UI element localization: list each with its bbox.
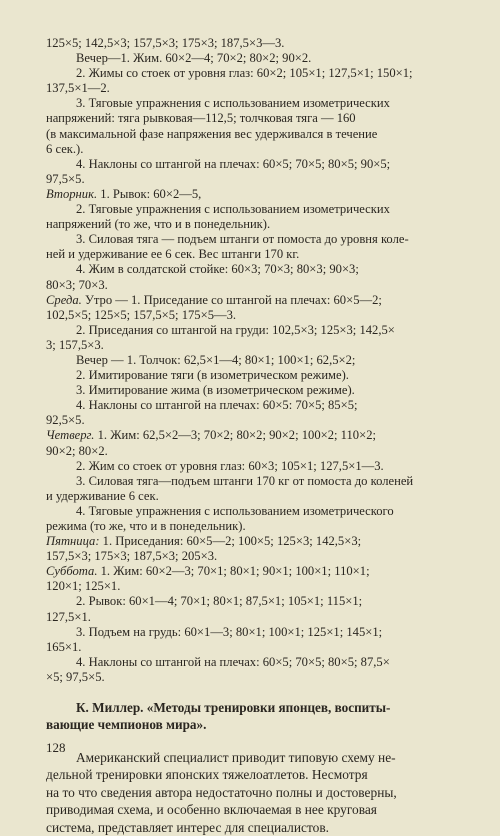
- line-text: 3. Силовая тяга — подъем штанги от помоста до уровня коле-: [76, 232, 409, 247]
- line-text: 127,5×1.: [46, 609, 91, 624]
- text-line: [46, 519, 468, 534]
- line-text: 3. Силовая тяга—подъем штанги 170 кг от помоста до коленей: [76, 473, 414, 488]
- text-line: [46, 564, 468, 579]
- line-text: 2. Жим со стоек от уровня глаз: 60×3; 105×1; 127,5×1—3.: [76, 458, 384, 473]
- line-text: 2. Тяговые упражнения с использованием изометрических: [76, 202, 390, 217]
- line-text: 3. Подъем на грудь: 60×1—3; 80×1; 100×1; 125×1; 145×1;: [76, 624, 383, 639]
- text-line: [46, 323, 468, 338]
- line-text: 2. Рывок: 60×1—4; 70×1; 80×1; 87,5×1; 105×1; 115×1;: [76, 594, 363, 609]
- heading-line-2: вающие чемпионов мира».: [46, 717, 207, 733]
- line-text: 2. Жимы со стоек от уровня глаз: 60×2; 105×1; 127,5×1; 150×1;: [76, 66, 413, 81]
- line-text: 4. Наклоны со штангой на плечах: 60×5; 70×5; 80×5; 90×5;: [76, 156, 391, 171]
- text-line: [46, 444, 468, 459]
- text-line: [46, 504, 468, 519]
- text-line: [46, 549, 468, 564]
- body-paragraph: [46, 749, 468, 836]
- text-line: [46, 81, 468, 96]
- training-program-text: [46, 36, 468, 685]
- text-line: [46, 157, 468, 172]
- text-line: [46, 353, 468, 368]
- line-text: напряжений: тяга рывковая—112,5; толчковая тяга — 160: [46, 111, 356, 126]
- text-line: [46, 489, 468, 504]
- line-text: 1. Жим: 62,5×2—3; 70×2; 80×2; 90×2; 100×2; 110×2;: [94, 428, 376, 443]
- text-line: [46, 308, 468, 323]
- line-text: 3. Имитирование жима (в изометрическом режиме).: [76, 383, 355, 398]
- line-text: 3. Тяговые упражнения с использованием изометрических: [76, 96, 390, 111]
- line-text: 157,5×3; 175×3; 187,5×3; 205×3.: [46, 549, 218, 564]
- line-text: 6 сек.).: [46, 141, 84, 156]
- weekday-label: Суббота.: [46, 564, 98, 579]
- heading-line-1: К. Миллер. «Методы тренировки японцев, воспиты-: [76, 700, 391, 716]
- text-line: [46, 368, 468, 383]
- line-text: 92,5×5.: [46, 413, 85, 428]
- text-line: [46, 96, 468, 111]
- paragraph-line: приводимая схема, и особенно включаемая в нее круговая: [46, 802, 377, 818]
- text-line: [46, 413, 468, 428]
- line-text: 97,5×5.: [46, 171, 85, 186]
- text-line: [46, 127, 468, 142]
- line-text: 120×1; 125×1.: [46, 579, 121, 594]
- text-line: [46, 610, 468, 625]
- paragraph-line: Американский специалист приводит типовую схему не-: [76, 750, 396, 766]
- line-text: 1. Жим: 60×2—3; 70×1; 80×1; 90×1; 100×1; 110×1;: [97, 564, 370, 579]
- line-text: 4. Наклоны со штангой на плечах: 60×5; 70×5; 80×5; 87,5×: [76, 654, 390, 669]
- text-line: [46, 202, 468, 217]
- weekday-label: Вторник.: [46, 186, 98, 201]
- text-line: [46, 655, 468, 670]
- line-text: 90×2; 80×2.: [46, 443, 108, 458]
- text-line: [46, 459, 468, 474]
- text-line: [46, 474, 468, 489]
- text-line: [46, 36, 468, 51]
- text-line: [46, 142, 468, 157]
- text-line: [46, 66, 468, 81]
- line-text: 165×1.: [46, 639, 82, 654]
- text-line: [46, 172, 468, 187]
- text-line: [46, 670, 468, 685]
- line-text: 2. Имитирование тяги (в изометрическом режиме).: [76, 368, 349, 383]
- line-text: 1. Рывок: 60×2—5,: [97, 186, 202, 201]
- text-line: [46, 383, 468, 398]
- text-line: [46, 398, 468, 413]
- paragraph-line: дельной тренировки японских тяжелоатлетов. Несмотря: [46, 767, 368, 783]
- line-text: ней и удерживание ее 6 сек. Вес штанги 170 кг.: [46, 247, 300, 262]
- line-text: ×5; 97,5×5.: [46, 669, 105, 684]
- text-line: [46, 428, 468, 443]
- text-line: [46, 187, 468, 202]
- text-line: [46, 293, 468, 308]
- text-line: [46, 51, 468, 66]
- line-text: 1. Приседания: 60×5—2; 100×5; 125×3; 142,5×3;: [99, 534, 362, 549]
- line-text: 102,5×5; 125×5; 157,5×5; 175×5—3.: [46, 307, 237, 322]
- line-text: 125×5; 142,5×3; 157,5×3; 175×3; 187,5×3—3.: [46, 36, 285, 50]
- line-text: 4. Жим в солдатской стойке: 60×3; 70×3; 80×3; 90×3;: [76, 262, 359, 277]
- text-line: [46, 278, 468, 293]
- line-text: 4. Тяговые упражнения с использованием изометрического: [76, 503, 394, 518]
- line-text: 3; 157,5×3.: [46, 337, 104, 352]
- line-text: 2. Приседания со штангой на груди: 102,5×3; 125×3; 142,5×: [76, 322, 395, 337]
- line-text: 137,5×1—2.: [46, 81, 110, 96]
- paragraph-line: на то что сведения автора недостаточно полны и достоверны,: [46, 784, 397, 800]
- line-text: Вечер—1. Жим. 60×2—4; 70×2; 80×2; 90×2.: [76, 51, 312, 66]
- weekday-label: Пятница:: [46, 534, 100, 549]
- line-text: (в максимальной фазе напряжения вес удерживался в течение: [46, 126, 378, 141]
- line-text: Вечер — 1. Толчок: 62,5×1—4; 80×1; 100×1; 62,5×2;: [76, 352, 356, 367]
- page-number: 128: [46, 740, 66, 755]
- text-line: [46, 625, 468, 640]
- weekday-label: Среда.: [46, 292, 82, 307]
- line-text: и удерживание 6 сек.: [46, 488, 159, 503]
- text-line: [46, 111, 468, 126]
- text-line: [46, 262, 468, 277]
- weekday-label: Четверг.: [46, 428, 95, 443]
- text-line: [46, 232, 468, 247]
- text-line: [46, 217, 468, 232]
- text-line: [46, 534, 468, 549]
- line-text: режима (то же, что и в понедельник).: [46, 519, 246, 533]
- text-line: [46, 594, 468, 609]
- line-text: напряжений (то же, что и в понедельник).: [46, 217, 271, 232]
- line-text: 80×3; 70×3.: [46, 277, 108, 292]
- line-text: 4. Наклоны со штангой на плечах: 60×5: 70×5; 85×5;: [76, 398, 358, 413]
- line-text: Утро — 1. Приседание со штангой на плечах: 60×5—2;: [81, 292, 382, 307]
- paragraph-line: система, представляет интерес для специалистов.: [46, 819, 330, 835]
- text-line: [46, 338, 468, 353]
- section-heading: [46, 699, 468, 733]
- text-line: [46, 640, 468, 655]
- text-line: [46, 247, 468, 262]
- text-line: [46, 579, 468, 594]
